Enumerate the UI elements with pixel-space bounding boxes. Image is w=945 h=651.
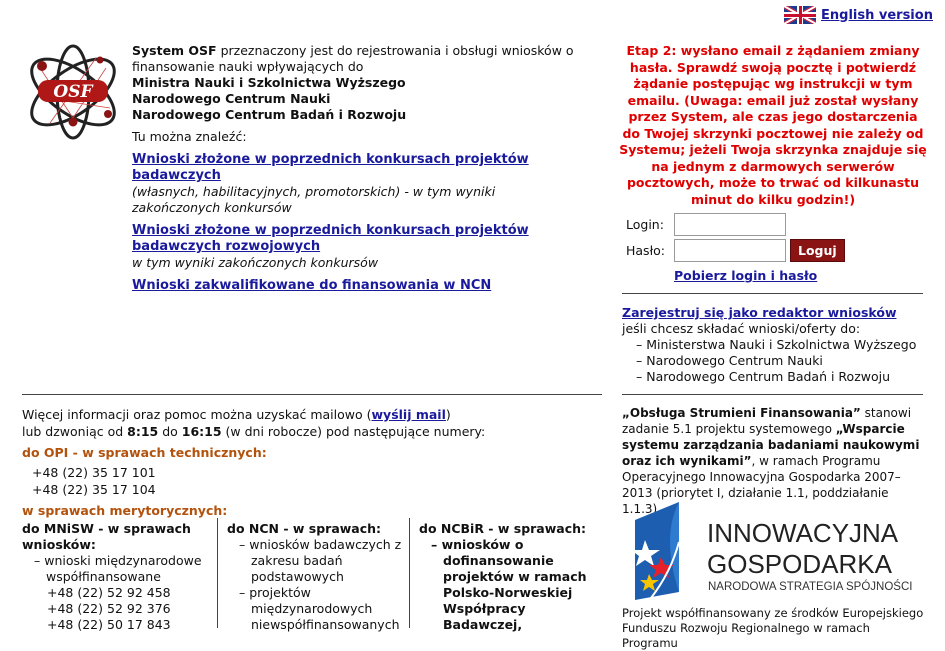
- mnisw-phone: +48 (22) 52 92 376: [47, 601, 171, 616]
- hours-from: 8:15: [127, 424, 159, 439]
- intro-line1: przeznaczony jest do rejestrowania i obsługi wniosków o: [216, 43, 574, 58]
- register-text: jeśli chcesz składać wnioski/oferty do:: [622, 321, 861, 336]
- login-label: Login:: [626, 217, 664, 232]
- opi-phone: +48 (22) 35 17 104: [32, 482, 156, 497]
- login-button[interactable]: Loguj: [790, 239, 845, 262]
- link-research-projects[interactable]: Wnioski złożone w poprzednich konkursach projektów badawczych: [132, 152, 529, 183]
- password-label: Hasło:: [626, 243, 665, 258]
- institution-ncbir: Narodowego Centrum Badań i Rozwoju: [132, 107, 407, 122]
- institution-ncn: Narodowego Centrum Nauki: [132, 91, 331, 106]
- logo-text: OSF: [53, 82, 93, 102]
- intro-section: [132, 43, 582, 294]
- get-login-link[interactable]: Pobierz login i hasło: [674, 268, 818, 283]
- english-version-text[interactable]: English version: [821, 7, 933, 23]
- register-editor-link[interactable]: Zarejestruj się jako redaktor wniosków: [622, 305, 897, 320]
- opi-phone: +48 (22) 35 17 101: [32, 465, 156, 480]
- dept-ncbir-heading: do NCBiR - w sprawach:: [419, 521, 587, 536]
- login-form: [626, 213, 926, 265]
- dept-ncbir: [419, 521, 599, 633]
- register-institution-list: [622, 337, 927, 385]
- link-research-projects-note: (własnych, habilitacyjnych, promotorskich) - w tym wyniki zakończonych konkursów: [132, 184, 496, 215]
- dept-ncn-heading: do NCN - w sprawach:: [227, 521, 382, 536]
- contact-section: [22, 406, 602, 519]
- opi-heading: do OPI - w sprawach technicznych:: [22, 445, 267, 460]
- link-development-projects[interactable]: Wnioski złożone w poprzednich konkursach projektów badawczych rozwojowych: [132, 223, 529, 254]
- list-item: – wniosków o dofinansowanie projektów w ramach Polsko-Norweskiej Współpracy Badawczej,: [431, 537, 599, 633]
- login-input[interactable]: [674, 213, 786, 236]
- divider: [622, 394, 923, 395]
- hours-to: 16:15: [181, 424, 222, 439]
- ig-line2: GOSPODARKA: [707, 549, 892, 579]
- password-input[interactable]: [674, 239, 786, 262]
- divider: [22, 394, 602, 395]
- tu-mozna-label: Tu można znaleźć:: [132, 129, 247, 144]
- project-system-name: „Wsparcie systemu zarządzania badaniami naukowymi oraz ich wynikami”: [622, 422, 920, 468]
- merit-heading: w sprawach merytorycznych:: [22, 503, 228, 518]
- list-item: – projektów międzynarodowych niewspółfinansowanych: [239, 585, 405, 633]
- intro-line2: finansowanie nauki wpływających do: [132, 59, 364, 74]
- uk-flag-icon[interactable]: [784, 6, 816, 24]
- link-ncn-qualified[interactable]: Wnioski zakwalifikowane do finansowania w NCN: [132, 278, 492, 293]
- mnisw-phone: +48 (22) 52 92 458: [47, 585, 171, 600]
- hours-mid: do: [158, 424, 182, 439]
- project-text2: , w ramach Programu Operacyjnego Innowacyjna Gospodarka 2007–2013 (priorytet I, działanie 1.1, poddziałanie 1.1.3).: [622, 454, 901, 516]
- ig-line3: NARODOWA STRATEGIA SPÓJNOŚCI: [708, 581, 913, 593]
- institution-mnisw: Ministra Nauki i Szkolnictwa Wyższego: [132, 75, 406, 90]
- cofinancing-note: Projekt współfinansowany ze środków Europejskiego Funduszu Rozwoju Regionalnego w ramach Programu: [622, 606, 924, 650]
- ig-line1: INNOWACYJNA: [707, 518, 899, 548]
- divider: [622, 293, 923, 294]
- contact-line2: lub dzwoniąc od: [22, 424, 128, 439]
- mnisw-phone: +48 (22) 50 17 843: [47, 617, 171, 632]
- dept-mnisw: [22, 521, 212, 633]
- column-divider: [409, 518, 410, 628]
- project-text1: stanowi zadanie 5.1 projektu systemowego: [622, 406, 912, 436]
- system-name: System OSF: [132, 43, 217, 58]
- dept-mnisw-heading: do MNiSW - w sprawach wniosków:: [22, 521, 191, 552]
- link-development-projects-note: w tym wyniki zakończonych konkursów: [132, 255, 379, 270]
- column-divider: [217, 518, 218, 628]
- send-mail-link[interactable]: wyślij mail: [371, 407, 446, 422]
- osf-logo: [20, 38, 126, 146]
- list-item: – Narodowego Centrum Badań i Rozwoju: [636, 369, 927, 385]
- register-section: [622, 305, 927, 385]
- project-name: „Obsługa Strumieni Finansowania”: [622, 406, 861, 420]
- list-item: – wnioski międzynarodowe współfinansowane: [34, 553, 212, 585]
- contact-line1: Więcej informacji oraz pomoc można uzyskać mailowo (: [22, 407, 372, 422]
- project-info: [622, 405, 927, 517]
- list-item: – Ministerstwa Nauki i Szkolnictwa Wyższego: [636, 337, 927, 353]
- password-reset-alert: Etap 2: wysłano email z żądaniem zmiany hasła. Sprawdź swoją pocztę i potwierdź żądanie postępując wg instrukcji w tym emailu. (Uwaga: email już został wysłany przez System, ale czas jego dostarczenia do Twojej skrzynki pocztowej nie zależy od Systemu; jeżeli Twoja skrzynka znajduje się na jednym z darmowych serwerów pocztowych, może to trwać od kilkunastu minut do kilku godzin!): [619, 43, 927, 207]
- list-item: – wniosków badawczych z zakresu badań podstawowych: [239, 537, 405, 585]
- dept-ncn: [227, 521, 405, 633]
- innowacyjna-gospodarka-logo: [631, 502, 921, 600]
- english-version-link[interactable]: [784, 6, 933, 24]
- contact-line2-end: (w dni robocze) pod następujące numery:: [221, 424, 486, 439]
- list-item: – Narodowego Centrum Nauki: [636, 353, 927, 369]
- contact-line1-end: ): [445, 407, 451, 422]
